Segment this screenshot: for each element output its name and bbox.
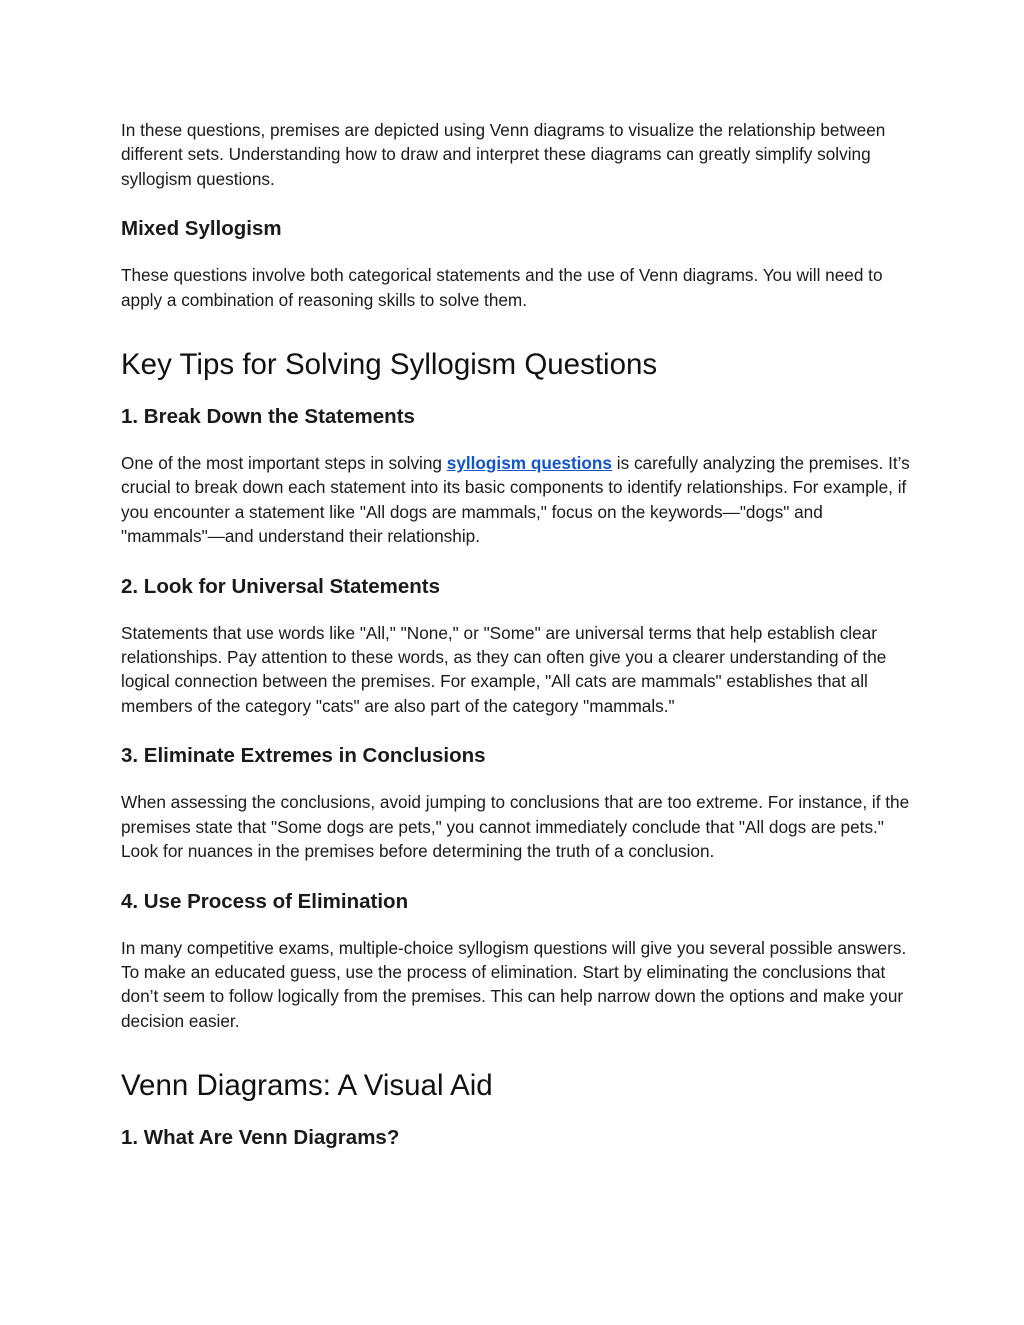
venn-sub1-heading: 1. What Are Venn Diagrams? [121,1126,400,1150]
tip1-text-after: is carefully analyzing the premises. It’s crucial to break down each statement into its basic components to identify relationships. For example, if you encounter a statement like "All dogs are mammals," focus on the keywords—"dogs" and "mammals"—and understand their relationship. [121,453,910,547]
mixed-syllogism-text: These questions involve both categorical statements and the use of Venn diagrams. You will need to apply a combination of reasoning skills to solve them. [121,265,883,310]
tip4-heading: 4. Use Process of Elimination [121,889,409,913]
mixed-syllogism-heading: Mixed Syllogism [121,217,282,241]
tip3-heading: 3. Eliminate Extremes in Conclusions [121,744,486,768]
syllogism-questions-link[interactable]: syllogism questions [446,453,612,474]
tip1-text [121,451,911,549]
tip2-text: Statements that use words like "All," "None," or "Some" are universal terms that help establish clear relationships. Pay attention to these words, as they can often give you a clearer understanding of the logical connection between the premises. For example, "All cats are mammals" establishes that all members of the category "cats" are also part of the category "mammals." [121,622,887,716]
venn-diagrams-heading: Venn Diagrams: A Visual Aid [121,1069,493,1103]
tip2-heading: 2. Look for Universal Statements [121,574,440,598]
intro-paragraph: In these questions, premises are depicted using Venn diagrams to visualize the relationship between different sets. Understanding how to draw and interpret these diagrams can greatly simplify solving syllogism questions. [121,120,886,189]
tip4-text: In many competitive exams, multiple-choice syllogism questions will give you several possible answers. To make an educated guess, use the process of elimination. Start by eliminating the conclusions that don’t seem to follow logically from the premises. This can help narrow down the options and make your decision easier. [121,937,907,1031]
tip3-text: When assessing the conclusions, avoid jumping to conclusions that are too extreme. For instance, if the premises state that "Some dogs are pets," you cannot immediately conclude that "All dogs are pets." Look for nuances in the premises before determining the truth of a conclusion. [121,792,910,862]
document-page [121,118,911,1151]
tip1-text-before: One of the most important steps in solving [121,453,447,474]
key-tips-heading: Key Tips for Solving Syllogism Questions [121,348,658,382]
tip1-heading: 1. Break Down the Statements [121,405,415,429]
